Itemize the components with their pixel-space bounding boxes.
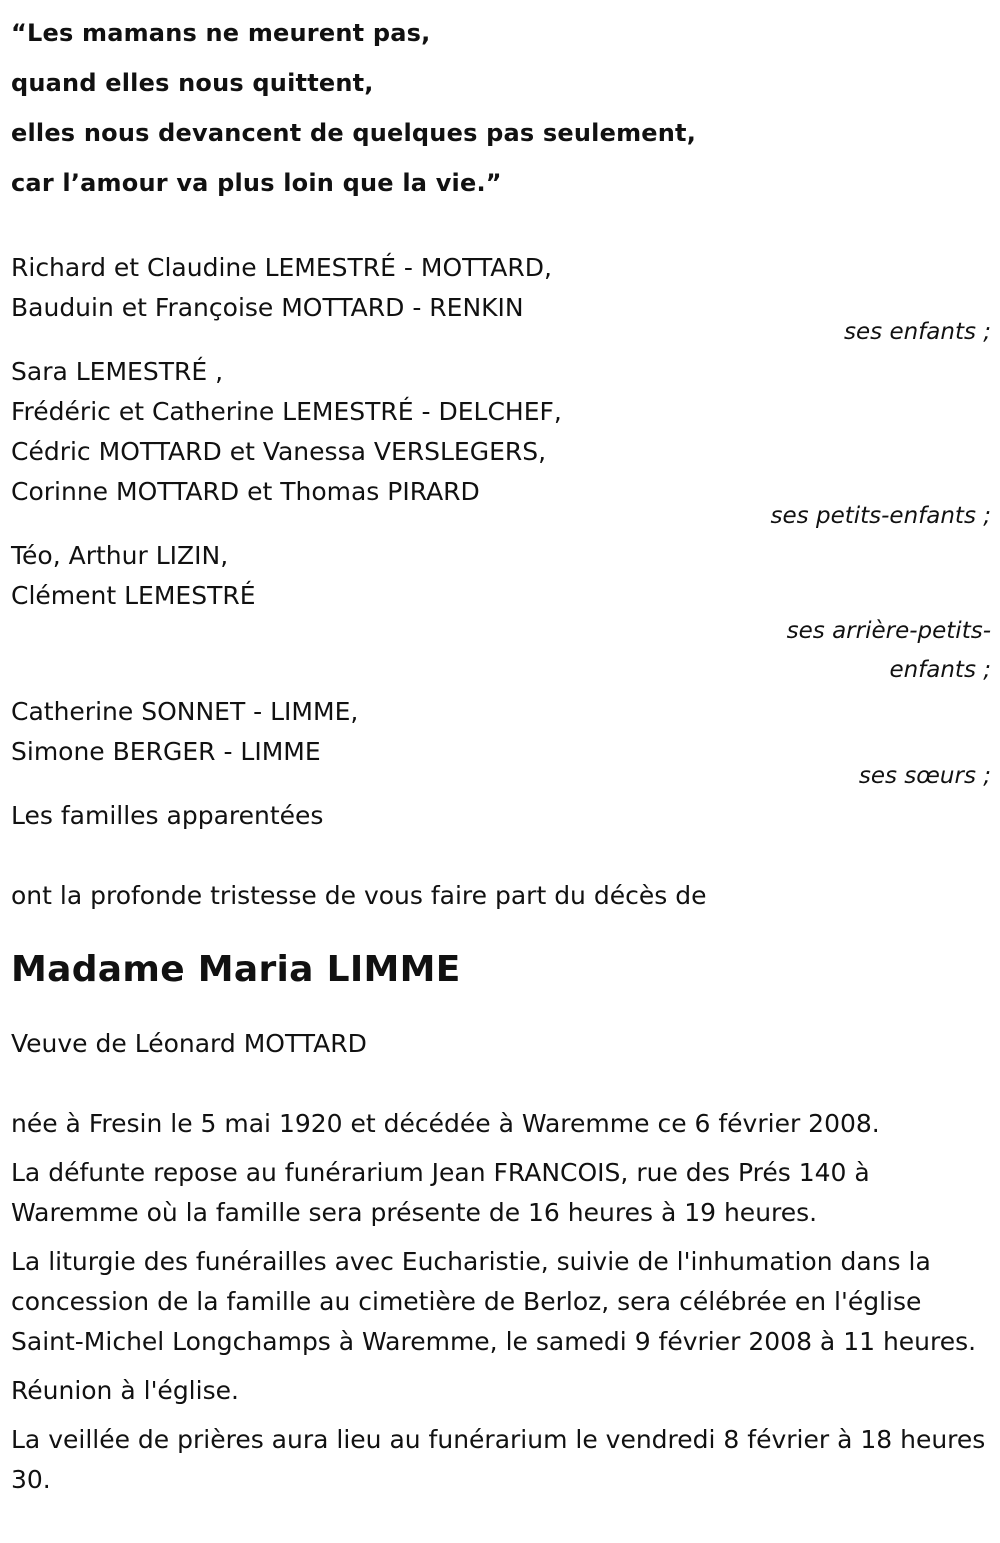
quote-line: quand elles nous quittent, <box>11 69 374 97</box>
opening-quote <box>11 0 991 208</box>
sister-name: Simone BERGER - LIMME <box>11 737 321 766</box>
quote-line: elles nous devancent de quelques pas seulement, <box>11 119 697 147</box>
funeral-home-paragraph: La défunte repose au funérarium Jean FRANCOIS, rue des Prés 140 à Waremme où la famille sera présente de 16 heures à 19 heures. <box>11 1158 870 1227</box>
vigil-paragraph: La veillée de prières aura lieu au funérarium le vendredi 8 février à 18 heures 30. <box>11 1425 986 1494</box>
announcement <box>11 876 991 916</box>
great-grandchildren-relation: ses arrière-petits-enfants ; <box>786 618 991 683</box>
grandchildren-relation: ses petits-enfants ; <box>770 503 991 529</box>
sisters-relation: ses sœurs ; <box>858 763 991 789</box>
great-grandchild-name: Téo, Arthur LIZIN, <box>11 541 229 570</box>
obituary-notice <box>11 0 991 1509</box>
children-name: Bauduin et Françoise MOTTARD - RENKIN <box>11 293 524 322</box>
deceased-name: Madame Maria LIMME <box>11 949 461 990</box>
families-line: Les familles apparentées <box>11 801 324 830</box>
grandchildren-group <box>11 352 991 512</box>
children-relation: ses enfants ; <box>844 319 991 345</box>
related-families <box>11 796 991 836</box>
grandchild-name: Sara LEMESTRÉ , <box>11 357 224 386</box>
quote-line: car l’amour va plus loin que la vie.” <box>11 169 502 197</box>
announcement-line: ont la profonde tristesse de vous faire part du décès de <box>11 881 707 910</box>
quote-line: “Les mamans ne meurent pas, <box>11 19 431 47</box>
details <box>11 1104 991 1500</box>
grandchild-name: Frédéric et Catherine LEMESTRÉ - DELCHEF, <box>11 397 562 426</box>
widow-of-line: Veuve de Léonard MOTTARD <box>11 1029 367 1058</box>
birth-death-paragraph: née à Fresin le 5 mai 1920 et décédée à Waremme ce 6 février 2008. <box>11 1109 880 1138</box>
great-grandchildren-group <box>11 536 991 616</box>
widow-of <box>11 1024 991 1064</box>
reunion-paragraph: Réunion à l'église. <box>11 1376 239 1405</box>
liturgy-paragraph: La liturgie des funérailles avec Eucharistie, suivie de l'inhumation dans la concession de la famille au cimetière de Berloz, sera célébrée en l'église Saint-Michel Longchamps à Waremme, le samedi 9 février 2008 à 11 heures. <box>11 1247 977 1356</box>
great-grandchild-name: Clément LEMESTRÉ <box>11 581 256 610</box>
children-name: Richard et Claudine LEMESTRÉ - MOTTARD, <box>11 253 552 282</box>
grandchild-name: Corinne MOTTARD et Thomas PIRARD <box>11 477 480 506</box>
sister-name: Catherine SONNET - LIMME, <box>11 697 359 726</box>
grandchild-name: Cédric MOTTARD et Vanessa VERSLEGERS, <box>11 437 547 466</box>
